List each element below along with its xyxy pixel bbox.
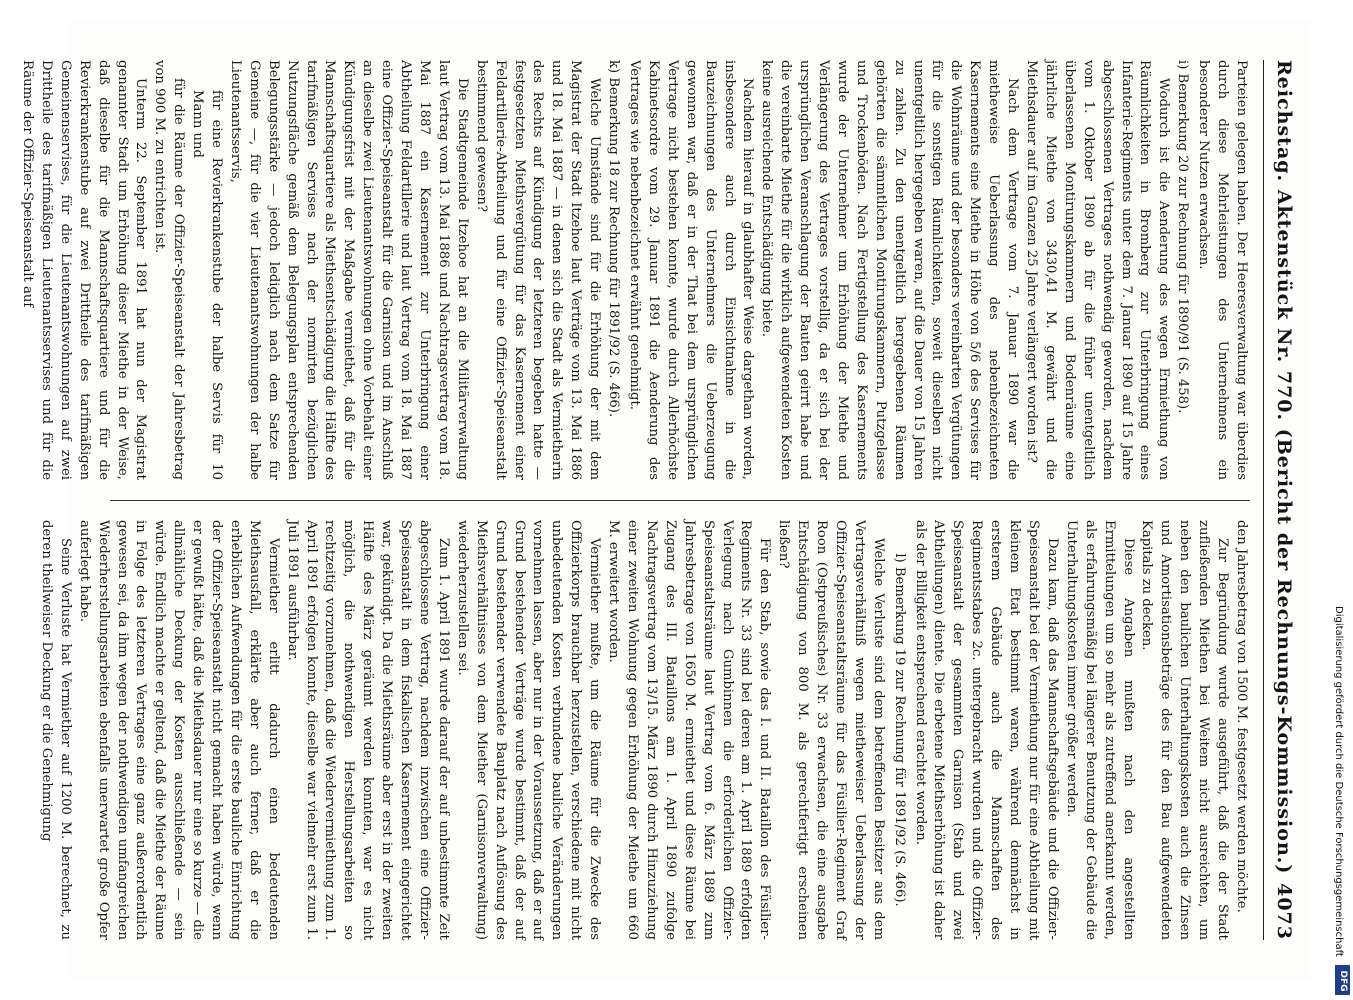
left-column xyxy=(20,60,1250,480)
paragraph: Vermiether erlitt dadurch einen bedeutenden Miethsausfall, erklärte aber auch ferner, daß er die erheblichen Aufwendungen für die erste bauliche Einrichtung der Offizier-Speiseanstalt nicht gemacht haben würde, wenn er gewußt hätte, daß die Miethsdauer nur eine so kurze — die allmähliche Deckung der Kosten ausschließende — sein würde. Endlich machte er geltend, daß die Miethe der Räume in Folge des letzteren Vertrages eine ganz außerordentlich gewesen sei, da ihm wegen der nothwendigen umfangreichen Wiederherstellungsarbeiten ebenfalls unerwartet große Opfer auferlegt habe. xyxy=(76,520,281,940)
paragraph: Dazu kam, daß das Mannschaftsgebäude und die Offizier-Speiseanstalt bei der Vermiethung nur für eine Abtheilung mit kleinem Etat bestimmt waren, während demnächst in ersterem Gebäude auch die Mannschaften des Regimentsstabes 2c. untergebracht wurden und die Offizier-Speiseanstalt der gesammten Garnison (Stab und zwei Abtheilungen) diente. Die erbetene Miethserhöhung ist daher als der Billigkeit entsprechend erachtet worden. xyxy=(912,520,1060,940)
digitization-credit: Digitalisierung gefördert durch die Deutsche Forschungsgemeinschaft xyxy=(1333,606,1344,957)
right-column xyxy=(38,520,1250,940)
paragraph: Unterm 22. September 1891 hat nun der Magistrat genannter Stadt um Erhöhung dieser Miethe in der Weise, daß dieselbe für die Mannschaftsquartiere und für die Revierkrankenstube auf zwei Drittheile des tarifmäßigen Gemeinenservises, für die Lieutenantswohnungen auf zwei Drittheile des tarifmäßigen Lieutenantsservises und für die Räume der Offizier-Speiseanstalt auf xyxy=(20,60,149,480)
document-page xyxy=(20,20,1310,980)
dfg-logo-text: DFG xyxy=(1338,970,1348,992)
paragraph: Seine Verluste hat Vermiether auf 1200 M. berechnet, zu deren theilweiser Deckung er die Genehmigung xyxy=(38,520,73,940)
header-rule xyxy=(1263,60,1264,940)
section-heading: l) Bemerkung 19 zur Rechnung für 1891/92 (S. 466). xyxy=(891,553,907,907)
paragraph: Welche Verluste sind dem betreffenden Besitzer aus dem Vertragsverhältniß wegen mietheweiser Ueberlassung der Offizier-Speiseanstaltsräume für das Füsilier-Regiment Graf Roon (Ostpreußisches) Nr. 33 erwachsen, die eine ausgabe Entschädigung von 800 M. als gerechtfertigt erscheinen ließen? xyxy=(776,520,886,940)
paragraph: Die Stadtgemeinde Itzehoe hat an die Militärverwaltung laut Vertrag vom 13. Mai 1886 und Nachtragsvertrag vom 18. Mai 1887 ein Kasernement zur Unterbringung einer Abtheilung Feldartillerie und laut Vertrag vom 18. Mai 1887 eine Offizier-Speiseanstalt für die Garnison und im Anschluß an dieselbe zwei Lieutenantswohnungen ohne Vorbehalt einer Kündigungsfrist mit der Maßgabe vermiethet, daß für die Mannschaftsquartiere als Miethsentschädigung die Hälfte des tarifmäßigen Servises nach der normirten bezüglichen Nutzungsfläche gemäß dem Belegungsplan entsprechenden Belegungsstärke — jedoch lediglich nach dem Satze für Gemeine —, für die vier Lieutenantswohnungen der halbe Lieutenantsservis, xyxy=(227,60,470,480)
paragraph: Für den Stab, sowie das I. und II. Bataillon des Füsilier-Regiments Nr. 33 sind bei deren am 1. April 1889 erfolgten Verlegung nach Gumbinnen die erforderlichen Offizier-Speiseanstaltsräume laut Vertrag vom 6. März 1889 zum Jahresbetrage von 1650 M. ermiethet und diese Räume bei Zugang des III. Bataillons am 1. April 1890 zufolge Nachtragsvertrag vom 13/15. März 1890 durch Hinzuziehung einer zweiten Wohnung gegen Erhöhung der Miethe um 660 M. erweitert worden. xyxy=(606,520,773,940)
page-header xyxy=(1265,60,1295,940)
paragraph: Welche Umstände sind für die Erhöhung der mit dem Magistrat der Stadt Itzehoe laut Verträge vom 13. Mai 1886 und 18. Mai 1887 — in denen sich die Stadt als Vermietherin des Rechts auf Kündigung der letzteren begeben hatte — festgesetzten Miethsvergütung für das Kasernement einer Feldartillerie-Abtheilung und für eine Offizier-Speiseanstalt bestimmend gewesen? xyxy=(473,60,603,480)
dfg-logo-box xyxy=(1335,965,1350,995)
page-number: 4073 xyxy=(1273,883,1295,940)
paragraph: Vermiether mußte, um die Räume für die Zwecke des Offizierkorps brauchbar herzustellen, verschiedene mit nicht unbedeutenden Kosten verbundene bauliche Veränderungen vornehmen lassen, aber nur in der Voraussetzung, daß er auf Grund bestehender Verträge wurde bestimmt, daß der auf Grund bestehender verwendete Bauplatz nach Auflösung des Miethsverhältnisses von dem Miether (Garnisonverwaltung) wiederherzustellen sei. xyxy=(454,520,603,940)
paragraph: für eine Revierkrankenstube der halbe Servis für 10 Mann und xyxy=(190,90,225,480)
column-divider xyxy=(110,500,1250,501)
paragraph: Zum 1. April 1891 wurde darauf der auf unbestimmte Zeit abgeschlossene Vertrag, nachdem inzwischen eine Offizier-Speiseanstalt in dem fiskalischen Kasernement eingerichtet war, gekündigt. Da die Miethsräume aber erst in der zweiten Hälfte des März geräumt werden konnten, war es nicht möglich, die nothwendigen Herstellungsarbeiten so rechtzeitig vorzunehmen, daß die Wiedervermiethung zum 1. April 1891 erfolgen konnte, dieselbe war vielmehr erst zum 1. Juli 1891 ausführbar. xyxy=(284,520,451,940)
paragraph: Diese Angaben mußten nach den angestellten Ermittelungen um so mehr als zutreffend anerkannt werden, als erfahrungsmäßig bei längerer Benutzung der Gebäude die Unterhaltungskosten immer größer werden. xyxy=(1063,520,1136,940)
paragraph: Wodurch ist die Aenderung des wegen Ermiethung von Räumlichkeiten in Bromberg zur Unterbringung eines Infanterie-Regiments unter dem 7. Januar 1890 auf 15 Jahre abgeschlossenen Vertrages nothwendig geworden, nachdem vom 1. Oktober 1890 ab für die früher unentgeltlich überlassenen Montirungskammern und Bodenräume eine jährliche Miethe von 3430,41 M. gewährt und die Miethsdauer auf im Ganzen 25 Jahre verlängert worden ist? xyxy=(1024,60,1172,480)
section-heading: k) Bemerkung 18 zur Rechnung für 1891/92 (S. 466). xyxy=(606,60,622,418)
section-heading: i) Bemerkung 20 zur Rechnung für 1890/91 (S. 458). xyxy=(1175,60,1191,414)
paragraph: den Jahresbetrag von 1500 M. festgesetzt werden möchte. xyxy=(1234,520,1249,913)
paragraph: für die Räume der Offizier-Speiseanstalt der Jahresbetrag von 900 M. zu entrichten ist. xyxy=(152,60,187,480)
paragraph: Parteien gelegen haben. Der Heeresverwaltung war überdies durch diese Mehrleistungen des Unternehmens ein besonderer Nutzen erwachsen. xyxy=(1196,60,1249,480)
dfg-logo xyxy=(1335,965,1350,995)
paragraph: Nachdem hierauf in glaubhafter Weise dargethan worden, insbesondere auch durch Einsichtnahme in die Bauzeichnungen des Unternehmers die Ueberzeugung gewonnen war, daß er in der That bei dem ursprünglichen Vertrage nicht bestehen konnte, wurde durch Allerhöchste Kabinetsordre vom 29. Januar 1891 die Aenderung des Vertrages wie nebenbezeichnet erwähnt genehmigt. xyxy=(627,60,756,480)
paragraph: Nach dem Vertrage vom 7. Januar 1890 war die mietheweise Ueberlassung des nebenbezeichneten Kasernements eine Miethe in Höhe von 5/6 des Servises für die Wohnräume und der besonders vereinbarten Vergütungen für die sonstigen Räumlichkeiten, soweit dieselben nicht unentgeltlich hergegeben waren, auf die Dauer von 15 Jahren zu zahlen. Zu den unentgeltlich hergegebenen Räumen gehörten die sämmtlichen Montirungskammern, Putzgelasse und Trockenböden. Nach Fertigstellung des Kasernements wurde der Unternehmer um Erhöhung der Miethe und Verlängerung des Vertrages vorstellig, da er sich bei der ursprünglichen Veranschlagung der Bauten geirrt habe und die vereinbarte Miethe für die wirklich aufgewendeten Kosten keine ausreichende Entschädigung biete. xyxy=(759,60,1021,480)
paragraph: Zur Begründung wurde ausgeführt, daß die der Stadt zufließenden Miethen bei Weitem nicht ausreichten, um neben den baulichen Unterhaltungskosten auch die Zinsen und Amortisationsbeträge des für den Bau aufgewendeten Kapitals zu decken. xyxy=(1139,520,1231,940)
running-head: Reichstag. Aktenstück Nr. 770. (Bericht der Rechnungs-Kommission.) xyxy=(1273,60,1295,875)
